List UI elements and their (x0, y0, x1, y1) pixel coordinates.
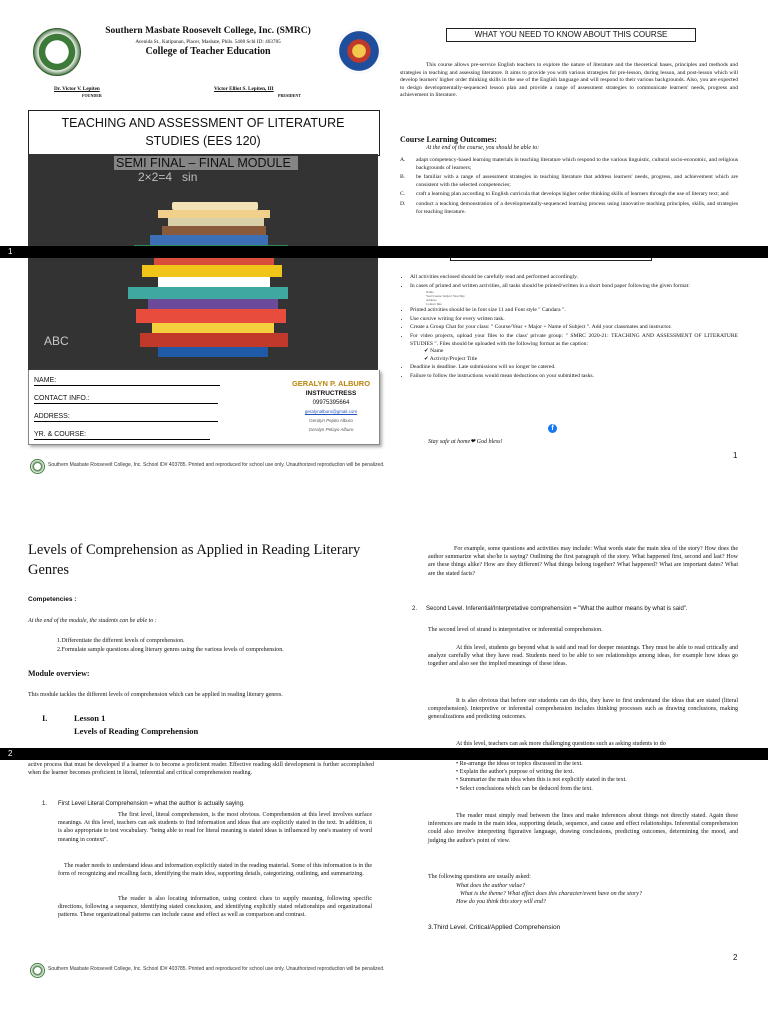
competencies-intro: At the end of the module, the students can be able to : (28, 618, 157, 624)
closing-note: Stay safe at home❤ God bless! (428, 439, 503, 445)
address-label: ADDRESS: (34, 413, 70, 420)
bullet-2: • Explain the author's purpose of writing the text. (456, 769, 574, 776)
question-3: How do you think this story will end? (456, 899, 546, 906)
first-level-p2: The reader needs to understand ideas and information explicitly stated in the reading material. Some of this information is in the form of recognizing and recalling facts, identifying the main idea, supporting details, categorizing, outlining, and summarizing. (58, 863, 372, 878)
instruction-1: • All activities enclosed should be carefully read and performed accordingly. (410, 274, 738, 282)
right-p1: The reader must simply read between the lines and make inferences about things not directly stated. Again these inferences are made in the main idea, supporting details, sequence, and cause and effect relationships. Inferential comprehension could also involve interpreting figurative language, drawing conclusions, predicting outcomes, determining the mood, and judging the author's point of view. (428, 813, 738, 844)
instruction-2: • In cases of printed and written activities, all tasks should be printed/written in a short bond paper following the given format: Name Year/Course Subject Year/Day Address Contact Info (410, 283, 738, 307)
bar-left-mask (28, 246, 378, 258)
course-title: TEACHING AND ASSESSMENT OF LITERATURE STUDIES (EES 120) (61, 116, 345, 148)
chalk-doodles: 2×2=4 sin (138, 170, 198, 184)
bar-number-1: 1 (8, 247, 13, 256)
president-role: PRESIDENT (278, 93, 301, 98)
instruction-6: • For video projects, upload your files to the class' private group: " SMRC 2020-21: TEACHING AND ASSESSMENT OF LITERATURE STUDIES ". Files should be uploaded with the following format as the caption: ✔ Name ✔ Activity/Project Title (410, 333, 738, 363)
page2-title: Levels of Comprehension as Applied in Reading Literary Genres (28, 542, 361, 578)
footer-1: Southern Masbate Roosevelt College, Inc. School ID# 403785. Printed and reproduced for school use only. Unauthorized reproduction will be penalized. (48, 462, 385, 468)
lesson-label: Lesson 1 (74, 713, 106, 723)
instruction-7: • Deadline is deadline. Late submissions will no longer be catered. (410, 364, 738, 372)
footer-2: Southern Masbate Roosevelt College, Inc. School ID# 403785. Printed and reproduced for school use only. Unauthorized reproduction will be penalized. (48, 966, 385, 972)
format-lines: Name Year/Course Subject Year/Day Address Contact Info (426, 290, 465, 307)
college-name: College of Teacher Education (145, 46, 271, 57)
footer-seal-icon-2 (30, 963, 45, 978)
outcome-a: A. adapt competency-based learning materials in teaching literature which respond to the various linguistic, cultural socio-economic, and religious backgrounds of learners; (400, 157, 738, 171)
caption-format: ✔ Name ✔ Activity/Project Title (424, 348, 478, 362)
second-level-p3: At this level, teachers can ask more challenging questions such as asking students to do (456, 741, 666, 747)
first-level-p3: The reader is also locating information, using context clues to supply meaning, following specific directions, following a sequence, identifying stated conclusion, and identifying explicitly stated relationships and organizational patterns. These organizational patterns can include cause and effect as well as comparison and contrast. (58, 896, 372, 919)
competency-1: 1.Differentiate the different levels of comprehension. (57, 638, 185, 644)
instruction-4: • Use cursive writing for every written task. (410, 316, 738, 324)
bullet-4: • Select conclusions which can be deduced from the text. (456, 785, 593, 792)
competency-2: 2.Formulate sample questions along literary genres using the various levels of comprehension. (57, 647, 284, 653)
check-icon: ✔ (424, 348, 429, 355)
outcomes-list (400, 157, 738, 216)
outcome-b: B. be familiar with a range of assessment strategies in teaching literature that address learners' needs, progress, and achievement which are consistent with the selected competencies; (400, 174, 738, 188)
bar-number-2: 2 (8, 749, 13, 758)
instruction-5: • Create a Group Chat for your class: " Course/Year + Major + Name of Subject ". Add your classmates and instructor. (410, 324, 738, 332)
address-field[interactable] (34, 412, 218, 422)
page-divider-bar-2 (0, 748, 768, 760)
outcomes-sub: At the end of the course, you should be able to: (426, 145, 540, 151)
first-level-heading: 1. First Level Literal Comprehension = what the author is actually saying. (42, 801, 245, 807)
left-bottom-intro: active process that must be developed if a learner is to become a proficient reader. Effective reading skill development is further accomplished when the learner becomes proficient in literal, inferential and critical comprehension reading. (28, 762, 374, 777)
overview-label: Module overview: (28, 669, 90, 678)
lesson-title: Levels of Reading Comprehension (74, 726, 199, 736)
question-1: What does the author value? (456, 883, 525, 889)
second-level-heading: 2. Second Level. Inferential/Interpretative comprehension = "What the author means by what is said". (412, 606, 688, 612)
instructor-alt2: Geralyn Pelayo Alburo (308, 427, 354, 432)
know-text: This course allows pre-service English teachers to explore the nature of literature and the theoretical bases, principles and methods and strategies in teaching and assessing literature. It aims to provide you with various strategies for pre-lesson, during lesson, and post-lesson which will develop learners' higher order thinking skills in the use of the English language and will respond to their various backgrounds. Also, you are expected to design developmentally-sequenced lesson plan and provide a range of assessment strategies to communicate learners' needs, progress and achievement in literature. (400, 62, 738, 99)
chalk-abc: ABC (44, 334, 69, 348)
course-field[interactable] (34, 430, 210, 440)
right-top-text: For example, some questions and activities may include: What words state the main idea of the story? How does the author summarize what she/he is saying? Outlining the first paragraph of the story. What happened first, second and last? How are these things alike? How are they different? What things belong together? What happened? What are important dates? What are the stated facts? (428, 546, 738, 577)
check-icon: ✔ (424, 355, 429, 362)
overview-text: This module tackles the different levels of comprehension which can be applied in reading literary genres. (28, 692, 283, 698)
college-seal-right (336, 28, 382, 74)
know-header: WHAT YOU NEED TO KNOW ABOUT THIS COURSE (446, 28, 696, 42)
bullet-1: • Re-arrange the ideas or topics discussed in the text. (456, 761, 583, 767)
second-level-sub: The second level of strand is interpretative or inferential comprehension. (428, 627, 603, 633)
competencies-label: Competencies : (28, 596, 77, 603)
question-2: What is the theme? What effect does this character/event have on the story? (460, 891, 642, 898)
instruction-8: • Failure to follow the instructions would mean deductions on your submitted tasks. (410, 373, 738, 381)
right-bullets (456, 760, 738, 793)
president-name: Victor Elliot S. Lepiten, III (214, 86, 274, 92)
bullet-3: • Summarize the main idea when this is not explicitly stated in the text. (456, 777, 627, 784)
outcome-c: C. craft a learning plan according to English curricula that develops higher order thinking skills of learners through the use of literary text; and (400, 191, 729, 198)
first-level-p1: The first level, literal comprehension, is the most obvious. Comprehension at this level involves surface meanings. At this level, teachers can ask students to find information and ideas that are explicitly stated in the text. In addition, it is also appropriate to test vocabulary. "being able to read for literal meaning is stated ideas is influenced by one's mastery of word meaning in context". (58, 812, 372, 843)
school-address: Avenida St., Katipunan, Placer, Masbate, Phils. 5408 Schl ID: 403785 (135, 39, 281, 45)
school-name: Southern Masbate Roosevelt College, Inc. (SMRC) (105, 26, 311, 36)
books-stack-icon (128, 202, 298, 368)
course-label: YR. & COURSE: (34, 431, 87, 438)
instructor-phone: 09975395664 (312, 400, 350, 406)
questions-label: The following questions are usually asked: (428, 874, 531, 880)
instructor-alt1: Geralyn Pepito Alburo (309, 418, 353, 423)
contact-field[interactable] (34, 394, 218, 404)
outcomes-title: Course Learning Outcomes: (400, 135, 497, 144)
second-level-p2: It is also obvious that before our students can do this, they have to first understand the ideas that are stated (literal comprehension). Interpretive or inferential comprehension includes thinking processes such as drawing conclusions, making generalizations and predicting outcomes. (428, 698, 738, 721)
instructor-name: GERALYN P. ALBURO (291, 379, 371, 388)
facebook-icon[interactable]: f (548, 424, 557, 433)
outcome-d: D. conduct a teaching demonstration of a developmentally-sequenced learning process using innovative teaching principles, skills, and strategies for teaching literature. (400, 200, 738, 215)
page-number-1: 1 (733, 451, 738, 460)
contact-label: CONTACT INFO.: (34, 395, 90, 402)
instruction-3: • Printed activities should be in font size 11 and Font style " Candara ". (410, 307, 738, 315)
module-banner: SEMI FINAL – FINAL MODULE (114, 156, 298, 170)
page-number-2: 2 (733, 953, 738, 962)
lesson-number: I. (42, 713, 48, 723)
name-field[interactable] (34, 376, 220, 386)
founder-role: FOUNDER (82, 93, 102, 98)
school-seal-left (33, 28, 81, 76)
questions-list (456, 882, 738, 907)
name-label: NAME: (34, 377, 57, 384)
cover-image (28, 154, 378, 370)
second-level-p1: At this level, students go beyond what is said and read for deeper meanings. They must be able to read critically and analyze carefully what they have read. Students need to be able to see relationships among ideas, for example how ideas go together and also see the implied meanings of these ideas. (428, 645, 738, 668)
instructor-role: INSTRUCTRESS (305, 390, 357, 397)
instructions-list (400, 274, 738, 382)
third-level-heading: 3.Third Level. Critical/Applied Comprehension (428, 924, 561, 931)
footer-seal-icon (30, 459, 45, 474)
instructor-email[interactable]: geralynalburo@gmail.com (304, 409, 358, 414)
founder-name: Dr. Victor V. Lepiten (54, 86, 100, 92)
